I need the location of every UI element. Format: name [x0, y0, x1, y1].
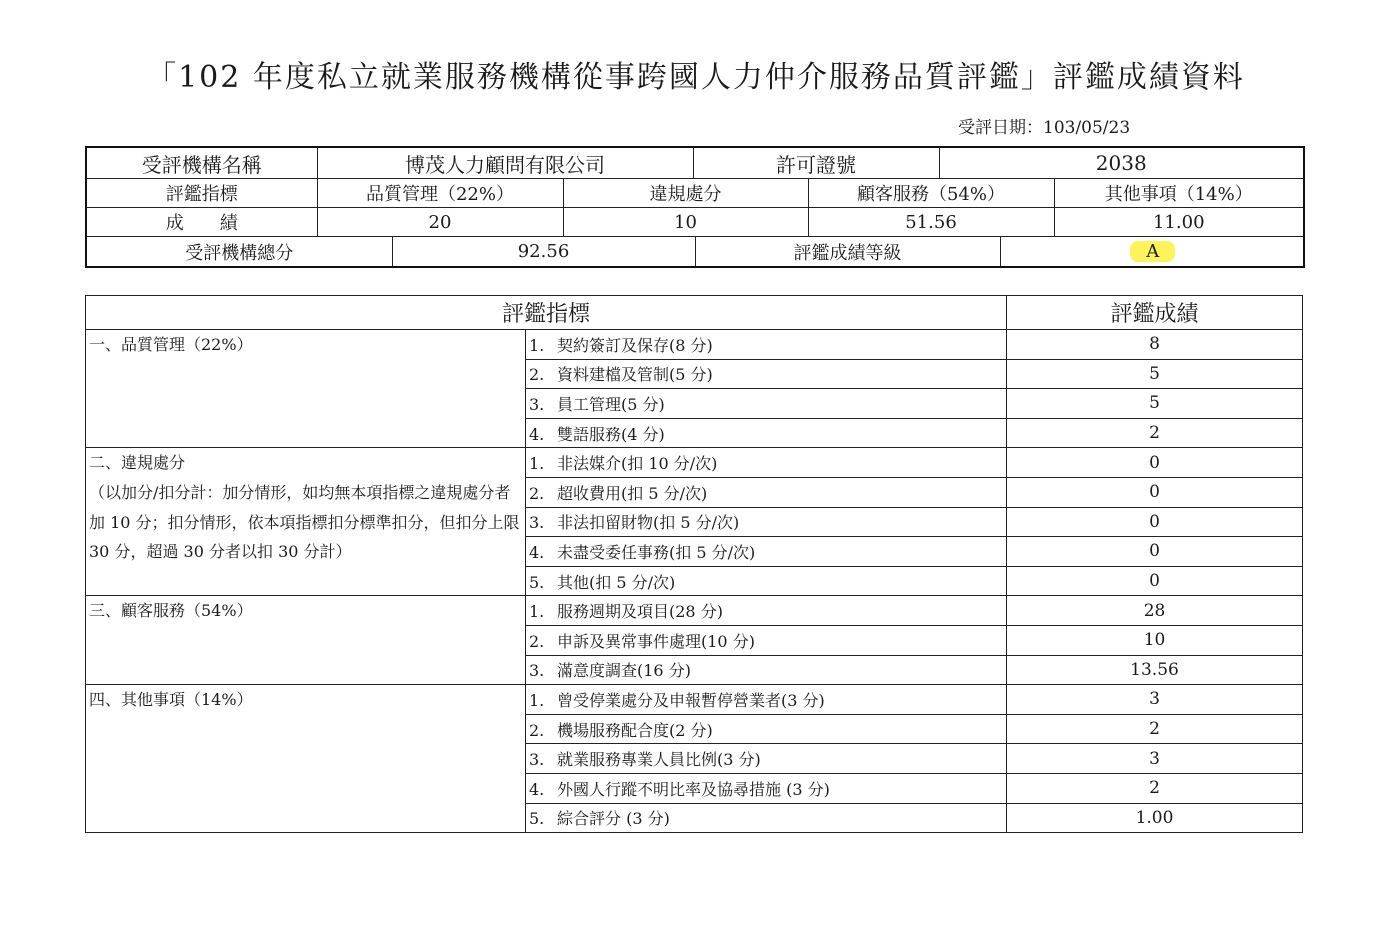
item-cell — [526, 773, 1007, 803]
item-number: 5. — [529, 809, 545, 829]
item-score: 8 — [1007, 330, 1303, 360]
category-name: 二、違規處分 — [89, 453, 186, 473]
table-row — [86, 685, 1303, 715]
item-text: 雙語服務(4 分) — [557, 424, 665, 444]
item-cell — [526, 537, 1007, 567]
cat1-label: 品質管理（22%） — [317, 179, 563, 208]
item-number: 2. — [529, 365, 545, 385]
item-number: 3. — [529, 394, 545, 414]
total-label: 受評機構總分 — [87, 237, 392, 266]
summary-row-scores — [86, 208, 1304, 237]
item-score: 2 — [1007, 773, 1303, 803]
summary-row-total — [86, 237, 1304, 268]
cat2-score: 10 — [563, 208, 808, 237]
cat1-score: 20 — [317, 208, 563, 237]
item-score: 1.00 — [1007, 803, 1303, 833]
item-text: 綜合評分 (3 分) — [557, 809, 670, 829]
table-row — [86, 596, 1303, 626]
header-score: 評鑑成績 — [1007, 296, 1303, 330]
item-score: 3 — [1007, 744, 1303, 774]
item-text: 其他(扣 5 分/次) — [557, 572, 676, 592]
category-name: 一、品質管理（22%） — [89, 335, 253, 354]
item-score: 0 — [1007, 566, 1303, 596]
item-text: 未盡受委任事務(扣 5 分/次) — [557, 542, 756, 562]
table-row — [86, 448, 1303, 478]
total-score: 92.56 — [392, 237, 695, 266]
cat3-label: 顧客服務（54%） — [808, 179, 1054, 208]
item-number: 2. — [529, 483, 545, 503]
item-cell — [526, 625, 1007, 655]
item-cell — [526, 803, 1007, 833]
item-text: 曾受停業處分及申報暫停營業者(3 分) — [557, 690, 825, 710]
item-cell — [526, 477, 1007, 507]
item-number: 2. — [529, 631, 545, 651]
item-text: 員工管理(5 分) — [557, 394, 665, 414]
item-text: 就業服務專業人員比例(3 分) — [557, 750, 761, 770]
item-number: 1. — [529, 690, 545, 710]
item-cell — [526, 596, 1007, 626]
item-number: 5. — [529, 572, 545, 592]
category-note: （以加分/扣分計：加分情形，如均無本項指標之違規處分者加 10 分；扣分情形，依本項指標扣分標準扣分，但扣分上限 30 分，超過 30 分者以扣 30 分計） — [89, 482, 520, 562]
item-cell — [526, 448, 1007, 478]
item-cell — [526, 507, 1007, 537]
org-name: 博茂人力顧問有限公司 — [317, 147, 693, 179]
item-text: 超收費用(扣 5 分/次) — [557, 483, 708, 503]
item-cell — [526, 685, 1007, 715]
category-cell — [86, 330, 526, 448]
cat2-label: 違規處分 — [563, 179, 808, 208]
item-text: 申訴及異常事件處理(10 分) — [557, 631, 755, 651]
header-indicator: 評鑑指標 — [86, 296, 1007, 330]
item-text: 非法扣留財物(扣 5 分/次) — [557, 513, 740, 533]
item-text: 非法媒介(扣 10 分/次) — [557, 454, 718, 474]
item-cell — [526, 330, 1007, 360]
cat3-score: 51.56 — [808, 208, 1054, 237]
page-title: 「102 年度私立就業服務機構從事跨國人力仲介服務品質評鑑」評鑑成績資料 — [146, 60, 1245, 95]
item-cell — [526, 655, 1007, 685]
grade-value: A — [1130, 241, 1175, 262]
item-text: 外國人行蹤不明比率及協尋措施 (3 分) — [557, 779, 830, 799]
item-score: 3 — [1007, 685, 1303, 715]
item-score: 10 — [1007, 625, 1303, 655]
item-text: 服務週期及項目(28 分) — [557, 602, 723, 622]
indicator-label: 評鑑指標 — [86, 179, 317, 208]
item-cell — [526, 359, 1007, 389]
item-number: 1. — [529, 602, 545, 622]
item-number: 4. — [529, 779, 545, 799]
item-cell — [526, 418, 1007, 448]
item-number: 1. — [529, 454, 545, 474]
grade-label: 評鑑成績等級 — [695, 237, 1000, 266]
item-cell — [526, 714, 1007, 744]
table-row — [86, 330, 1303, 360]
detail-header-row — [86, 296, 1303, 330]
cat4-label: 其他事項（14%） — [1054, 179, 1304, 208]
org-name-label: 受評機構名稱 — [86, 147, 317, 179]
evaluation-date: 受評日期：103/05/23 — [958, 118, 1131, 138]
item-cell — [526, 389, 1007, 419]
item-score: 0 — [1007, 477, 1303, 507]
detail-table — [85, 295, 1303, 833]
license-label: 許可證號 — [693, 147, 939, 179]
category-cell — [86, 685, 526, 833]
item-number: 3. — [529, 661, 545, 681]
item-text: 資料建檔及管制(5 分) — [557, 365, 713, 385]
item-score: 13.56 — [1007, 655, 1303, 685]
item-number: 1. — [529, 335, 545, 355]
item-text: 滿意度調查(16 分) — [557, 661, 691, 681]
item-score: 2 — [1007, 714, 1303, 744]
item-number: 3. — [529, 513, 545, 533]
item-number: 4. — [529, 424, 545, 444]
summary-row-indicators — [86, 179, 1304, 208]
item-number: 3. — [529, 750, 545, 770]
category-name: 四、其他事項（14%） — [89, 690, 253, 710]
category-name: 三、顧客服務（54%） — [89, 601, 253, 621]
score-label: 成 績 — [86, 208, 317, 237]
item-score: 28 — [1007, 596, 1303, 626]
item-score: 5 — [1007, 359, 1303, 389]
item-number: 4. — [529, 542, 545, 562]
category-cell — [86, 596, 526, 685]
category-cell — [86, 448, 526, 596]
item-text: 機場服務配合度(2 分) — [557, 720, 713, 740]
item-score: 0 — [1007, 537, 1303, 567]
item-score: 0 — [1007, 448, 1303, 478]
item-text: 契約簽訂及保存(8 分) — [557, 335, 713, 355]
item-number: 2. — [529, 720, 545, 740]
item-cell — [526, 744, 1007, 774]
item-cell — [526, 566, 1007, 596]
summary-table — [85, 146, 1305, 268]
item-score: 0 — [1007, 507, 1303, 537]
item-score: 2 — [1007, 418, 1303, 448]
license-no: 2038 — [939, 147, 1304, 179]
summary-row-org — [86, 147, 1304, 179]
cat4-score: 11.00 — [1054, 208, 1304, 237]
item-score: 5 — [1007, 389, 1303, 419]
